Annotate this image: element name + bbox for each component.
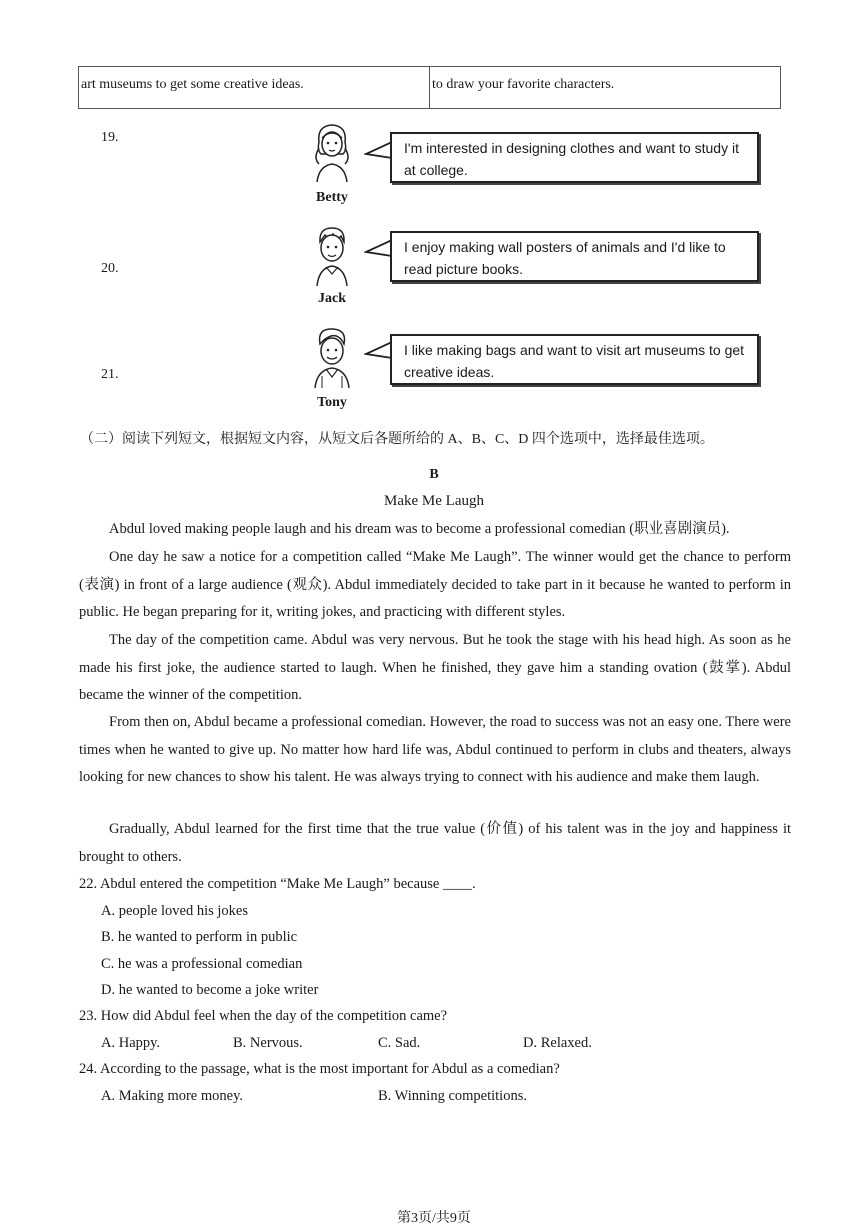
question-22-option-a: A. people loved his jokes — [101, 903, 248, 919]
speech-bubble-tony: I like making bags and want to visit art museums to get creative ideas. — [390, 334, 759, 385]
speech-bubble-jack: I enjoy making wall posters of animals and I'd like to read picture books. — [390, 231, 759, 282]
passage-paragraph-5: Gradually, Abdul learned for the first time that the true value (价值) of his talent was in the joy and happiness it brought to others. — [79, 821, 791, 865]
table-cell-left: art museums to get some creative ideas. — [81, 77, 304, 92]
question-number-21: 21. — [101, 367, 119, 382]
question-23-option-c: C. Sad. — [378, 1035, 421, 1051]
passage-paragraph-3: The day of the competition came. Abdul was very nervous. But he took the stage with his head high. As soon as he made his first joke, the audience started to laugh. When he finished, they gave him a standing ovation (鼓掌). Abdul became the winner of the competition. — [79, 632, 791, 703]
passage-paragraph-2: One day he saw a notice for a competition called “Make Me Laugh”. The winner would get the chance to perform (表演) in front of a large audience (观众). Abdul immediately decided to take part in it because he wanted to perform in public. He began preparing for it, writing jokes, and practicing with different styles. — [79, 549, 791, 620]
speech-bubble-tail — [364, 340, 392, 360]
speech-bubble-tail — [364, 140, 392, 160]
question-23-option-d: D. Relaxed. — [523, 1035, 592, 1051]
question-24-option-a: A. Making more money. — [101, 1088, 244, 1104]
table-cell-right: to draw your favorite characters. — [429, 67, 780, 108]
section-letter: B — [429, 467, 439, 482]
section-instruction: （二）阅读下列短文，根据短文内容，从短文后各题所给的 A、B、C、D 四个选项中，选择最佳选项。 — [80, 432, 714, 447]
speech-bubble-tail — [364, 238, 392, 258]
question-22-option-d: D. he wanted to become a joke writer — [101, 982, 319, 998]
question-23-stem: 23. How did Abdul feel when the day of the competition came? — [79, 1008, 448, 1024]
matching-table-row — [78, 66, 781, 109]
passage-paragraph-4: From then on, Abdul became a professional comedian. However, the road to success was not an easy one. There were times when he wanted to give up. No matter how hard life was, Abdul continued to perform in clubs and theaters, always looking for new chances to show his talent. He was always trying to connect with his audience and make them laugh. — [79, 714, 791, 785]
boy-avatar-icon — [307, 224, 357, 286]
question-22-stem: 22. Abdul entered the competition “Make Me Laugh” because ____. — [79, 876, 476, 892]
boy-avatar-icon — [307, 326, 357, 388]
passage-title: Make Me Laugh — [384, 493, 484, 509]
person-name-jack: Jack — [318, 291, 346, 306]
question-number-20: 20. — [101, 261, 119, 276]
question-24-stem: 24. According to the passage, what is the most important for Abdul as a comedian? — [79, 1061, 560, 1077]
question-24-option-b: B. Winning competitions. — [378, 1088, 527, 1104]
question-23-option-a: A. Happy. — [101, 1035, 161, 1051]
person-name-betty: Betty — [316, 190, 348, 205]
speech-bubble-betty: I'm interested in designing clothes and want to study it at college. — [390, 132, 759, 183]
girl-avatar-icon — [307, 120, 357, 182]
page-number-footer: 第3页/共9页 — [397, 1211, 471, 1226]
question-22-option-b: B. he wanted to perform in public — [101, 929, 298, 945]
passage-paragraph-1: Abdul loved making people laugh and his dream was to become a professional comedian (职业喜剧演员). — [109, 521, 730, 537]
question-23-option-b: B. Nervous. — [233, 1035, 303, 1051]
question-number-19: 19. — [101, 130, 119, 145]
question-22-option-c: C. he was a professional comedian — [101, 956, 303, 972]
person-name-tony: Tony — [317, 395, 347, 410]
